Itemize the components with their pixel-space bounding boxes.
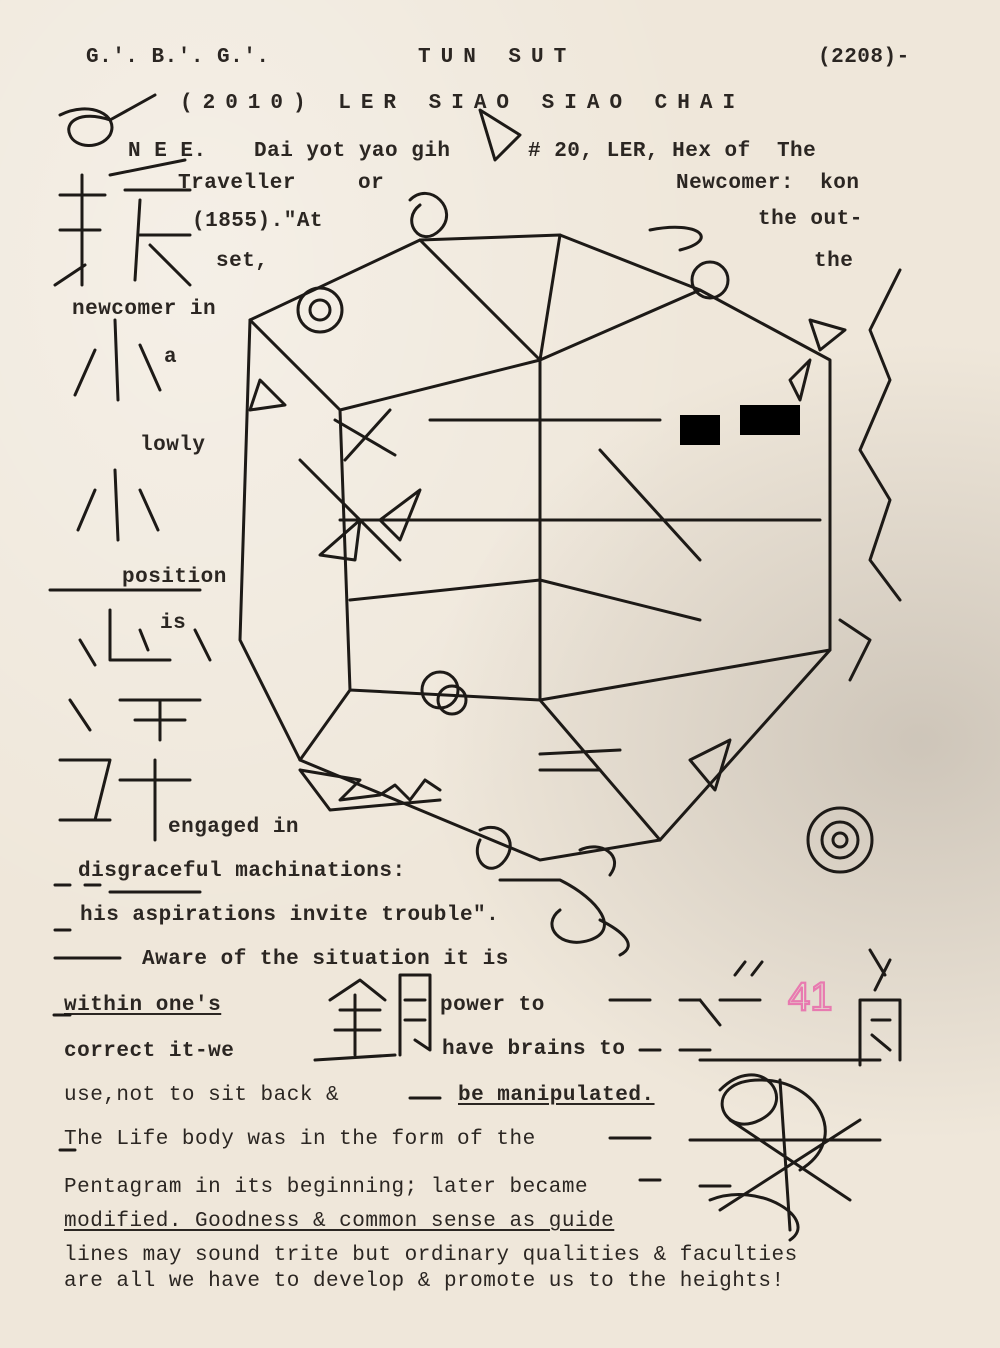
text-line-14b: power to <box>440 994 545 1017</box>
text-line-13: Aware of the situation it is <box>142 948 509 971</box>
header-left: G.'. B.'. G.'. <box>86 46 270 69</box>
text-line-2b: or <box>358 172 385 195</box>
text-line-15b: have brains to <box>442 1038 626 1061</box>
text-line-10: engaged in <box>168 816 300 839</box>
text-line-19: modified. Goodness & common sense as guide <box>64 1210 615 1233</box>
header-center: TUN SUT <box>418 46 577 69</box>
text-line-17: The Life body was in the form of the <box>64 1128 536 1151</box>
text-line-1a: N E E. <box>128 140 207 163</box>
text-line-12: his aspirations invite trouble". <box>80 904 500 927</box>
text-line-5: newcomer in <box>72 298 217 321</box>
text-line-2a: Traveller <box>178 172 296 195</box>
text-line-2c: Newcomer: kon <box>676 172 860 195</box>
text-line-4b: the <box>814 250 854 273</box>
text-line-20: lines may sound trite but ordinary qualities & faculties <box>64 1244 798 1267</box>
text-line-21: are all we have to develop & promote us to the heights! <box>64 1270 785 1293</box>
text-line-1b: Dai yot yao gih <box>254 140 451 163</box>
text-line-15a: correct it-we <box>64 1040 235 1063</box>
text-line-6: a <box>164 346 178 369</box>
page-number: (2208)- <box>818 46 910 69</box>
text-line-14a: within one's <box>64 994 222 1017</box>
text-line-18: Pentagram in its beginning; later became <box>64 1176 589 1199</box>
text-line-8: position <box>122 566 227 589</box>
text-line-4a: set, <box>216 250 269 273</box>
text-line-11: disgraceful machinations: <box>78 860 406 883</box>
text-line-3b: the out- <box>758 208 863 231</box>
text-line-3a: (1855)."At <box>192 210 324 233</box>
pink-annotation-number: 41 <box>788 975 833 1019</box>
text-line-1c: # 20, LER, Hex of The <box>528 140 817 163</box>
text-line-7: lowly <box>140 434 206 457</box>
text-line-9: is <box>160 612 187 635</box>
text-line-16a: use,not to sit back & <box>64 1084 340 1107</box>
page-title: (2010) LER SIAO SIAO CHAI <box>180 92 746 115</box>
text-line-16b: be manipulated. <box>458 1084 655 1107</box>
